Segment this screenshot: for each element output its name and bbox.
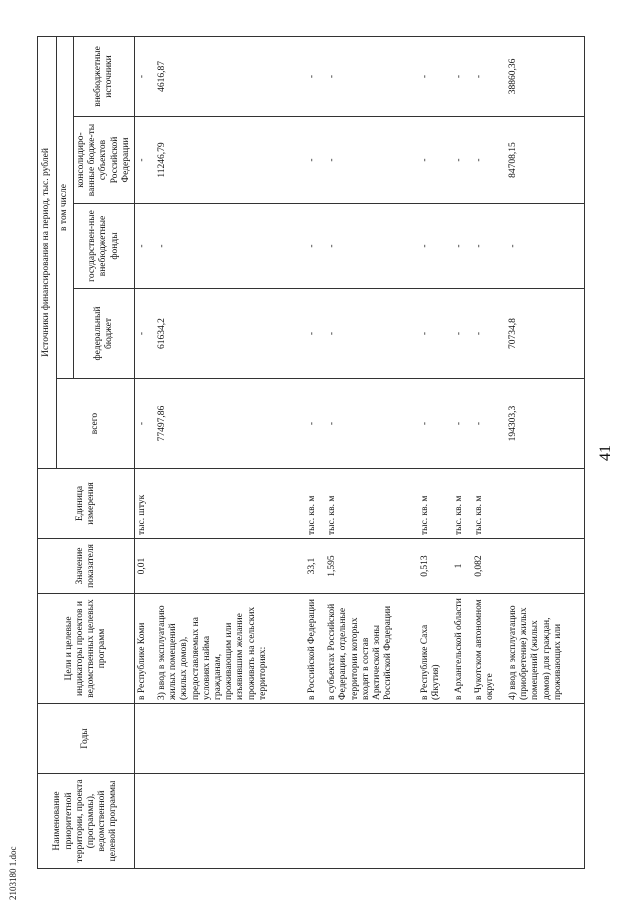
state-funds-cell: - <box>305 204 325 289</box>
header-years: Годы <box>38 704 135 774</box>
header-unit: Единица измерения <box>38 469 135 539</box>
table-row <box>135 36 155 868</box>
goal-cell: в Архангельской области <box>452 594 472 704</box>
unit-cell: тыс. кв. м <box>418 469 452 539</box>
header-total: всего <box>57 379 135 469</box>
federal-cell: - <box>418 289 452 379</box>
state-funds-cell: - <box>506 204 585 289</box>
page-number: 41 <box>597 445 614 461</box>
total-cell: - <box>135 379 155 469</box>
state-funds-cell: - <box>418 204 452 289</box>
federal-cell: - <box>325 289 417 379</box>
goal-cell: 3) ввод в эксплуатацию жилых помещений (жилых домов), предоставляемых на условиях найма гражданам, проживающим или изъявившим желание проживать на сельских территориях: <box>155 594 306 704</box>
extrabudget-cell: - <box>305 36 325 116</box>
value-cell: 0,082 <box>472 539 506 594</box>
value-cell <box>155 539 306 594</box>
federal-cell: - <box>135 289 155 379</box>
value-cell: 1,595 <box>325 539 417 594</box>
unit-cell: тыс. кв. м <box>452 469 472 539</box>
extrabudget-cell: 38860,36 <box>506 36 585 116</box>
extrabudget-cell: - <box>418 36 452 116</box>
extrabudget-cell: - <box>472 36 506 116</box>
value-cell: 0,01 <box>135 539 155 594</box>
value-cell: 1 <box>452 539 472 594</box>
regional-cell: - <box>325 117 417 204</box>
header-regional: консолидиро-ванные бюдже-ты субъектов Российской Федерации <box>74 117 135 204</box>
header-state-funds: государствен-ные внебюджетные фонды <box>74 204 135 289</box>
extrabudget-cell: - <box>452 36 472 116</box>
goal-cell: 4) ввод в эксплуатацию (приобретение) жилых помещений (жилых домов) для граждан, проживающих или <box>506 594 585 704</box>
goal-cell: в субъектах Российской Федерации, отдельные территории которых входят в состав Арктической зоны Российской Федерации <box>325 594 417 704</box>
state-funds-cell: - <box>155 204 306 289</box>
table-row <box>506 36 585 868</box>
total-cell: 77497,86 <box>155 379 306 469</box>
regional-cell: 11246,79 <box>155 117 306 204</box>
federal-cell: - <box>472 289 506 379</box>
unit-cell: тыс. штук <box>135 469 155 539</box>
regional-cell: - <box>305 117 325 204</box>
header-indicator-value: Значение показателя <box>38 539 135 594</box>
value-cell: 0,513 <box>418 539 452 594</box>
goal-cell: в Чукотском автономном округе <box>472 594 506 704</box>
state-funds-cell: - <box>472 204 506 289</box>
header-goals: Цели и целевые индикаторы проектов и ведомственных целевых программ <box>38 594 135 704</box>
total-cell: - <box>418 379 452 469</box>
regional-cell: - <box>418 117 452 204</box>
value-cell <box>506 539 585 594</box>
regional-cell: 84708,15 <box>506 117 585 204</box>
total-cell: - <box>325 379 417 469</box>
unit-cell: тыс. кв. м <box>325 469 417 539</box>
unit-cell: тыс. кв. м <box>472 469 506 539</box>
regional-cell: - <box>472 117 506 204</box>
header-funding-group: Источники финансирования на период, тыс. рублей <box>38 36 57 468</box>
goal-cell: в Республике Саха (Якутия) <box>418 594 452 704</box>
table-row <box>305 36 325 868</box>
header-extrabudget: внебюджетные источники <box>74 36 135 116</box>
unit-cell <box>506 469 585 539</box>
extrabudget-cell: - <box>325 36 417 116</box>
document-id: 2103180 1.doc <box>8 846 18 900</box>
goal-cell: в Республике Коми <box>135 594 155 704</box>
table-row <box>472 36 506 868</box>
state-funds-cell: - <box>135 204 155 289</box>
header-federal: федеральный бюджет <box>74 289 135 379</box>
unit-cell: тыс. кв. м <box>305 469 325 539</box>
table-row <box>452 36 472 868</box>
header-of-which: в том числе <box>57 36 74 378</box>
extrabudget-cell: - <box>135 36 155 116</box>
value-cell: 33,1 <box>305 539 325 594</box>
table-row <box>418 36 452 868</box>
unit-cell <box>155 469 306 539</box>
total-cell: 194303,3 <box>506 379 585 469</box>
state-funds-cell: - <box>325 204 417 289</box>
federal-cell: 61634,2 <box>155 289 306 379</box>
goal-cell: в Российской Федерации <box>305 594 325 704</box>
total-cell: - <box>472 379 506 469</box>
header-program-name: Наименование приоритетной территории, проекта (программы), ведомственной целевой программы <box>38 774 135 869</box>
regional-cell: - <box>135 117 155 204</box>
federal-cell: - <box>305 289 325 379</box>
state-funds-cell: - <box>452 204 472 289</box>
table-row <box>155 36 306 868</box>
total-cell: - <box>452 379 472 469</box>
funding-table <box>37 36 585 869</box>
federal-cell: 70734,8 <box>506 289 585 379</box>
extrabudget-cell: 4616,87 <box>155 36 306 116</box>
federal-cell: - <box>452 289 472 379</box>
regional-cell: - <box>452 117 472 204</box>
table-row <box>325 36 417 868</box>
total-cell: - <box>305 379 325 469</box>
